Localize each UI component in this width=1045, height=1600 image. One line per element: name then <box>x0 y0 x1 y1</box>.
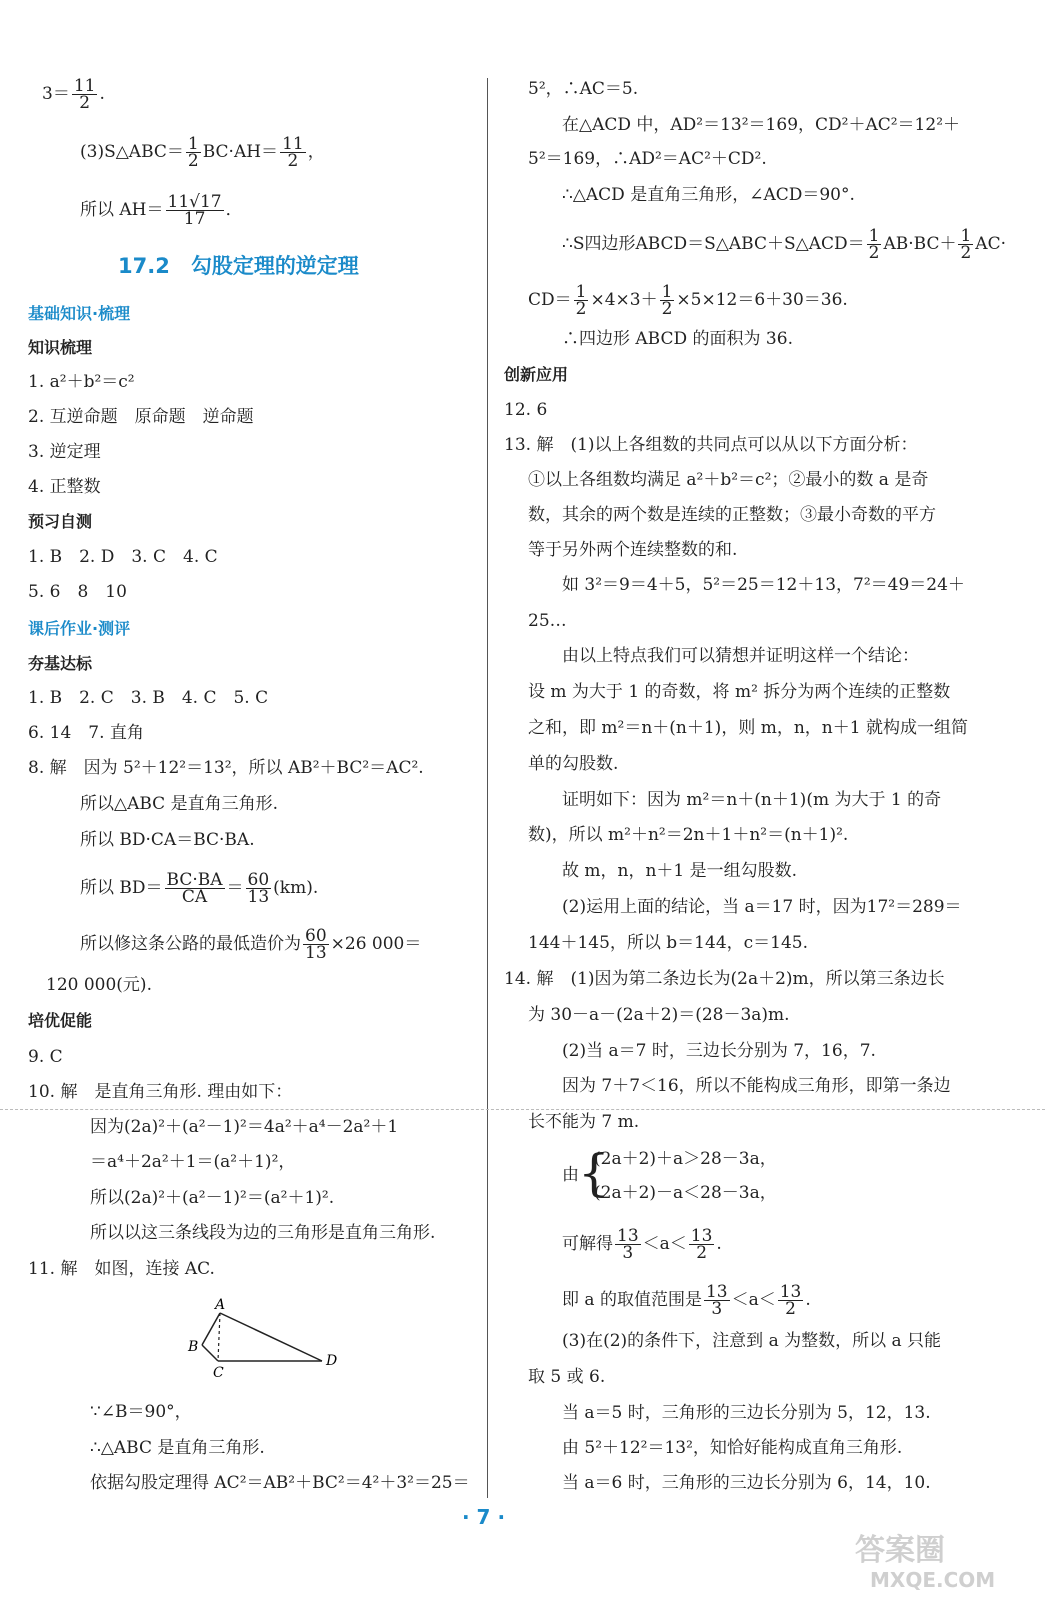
answer: 12. 6 <box>504 400 548 420</box>
page-number: · 7 · <box>462 1505 506 1529</box>
q11-line: 在△ACD 中，AD²＝13²＝169，CD²＋AC²＝12²＋ <box>562 115 961 135</box>
answer: 2. 互逆命题 原命题 逆命题 <box>28 407 254 427</box>
q10-line: ＝a⁴＋2a²＋1＝(a²＋1)²， <box>90 1152 296 1172</box>
q11-line: 11. 解 如图，连接 AC. <box>28 1259 215 1279</box>
q13-line: 单的勾股数. <box>528 754 619 774</box>
q14-line: (3)在(2)的条件下，注意到 a 为整数，所以 a 只能 <box>562 1331 942 1351</box>
q11-line: 5²＝169，∴AD²＝AC²＋CD². <box>528 149 767 169</box>
q14-line: 由 5²＋12²＝13²，知恰好能构成直角三角形. <box>562 1438 903 1458</box>
q14-line: 为 30－a－(2a＋2)＝(28－3a)m. <box>528 1005 790 1025</box>
watermark-url: MXQE.COM <box>870 1568 996 1592</box>
q13-line: ①以上各组数均满足 a²＋b²＝c²；②最小的数 a 是奇 <box>528 470 929 490</box>
answer: 5. 6 8 10 <box>28 582 127 602</box>
answer: 9. C <box>28 1047 63 1067</box>
q11-line: ∵∠B＝90°， <box>90 1402 192 1422</box>
q13-line: 证明如下：因为 m²＝n＋(n＋1)(m 为大于 1 的奇 <box>562 790 942 810</box>
heading-advanced: 培优促能 <box>28 1011 93 1030</box>
heading-homework: 课后作业·测评 <box>28 619 131 638</box>
q13-line: 设 m 为大于 1 的奇数，将 m² 拆分为两个连续的正整数 <box>528 682 951 702</box>
answer: 1. B 2. C 3. B 4. C 5. C <box>28 688 269 708</box>
q11-line: ∴△ACD 是直角三角形，∠ACD＝90°. <box>562 185 855 205</box>
q10-line: 因为(2a)²＋(a²－1)²＝4a²＋a⁴－2a²＋1 <box>90 1117 399 1137</box>
q14-line: 长不能为 7 m. <box>528 1112 640 1132</box>
q8-line: 所以 BD＝ $\frac{BC\cdot BA}{CA}$ ＝ $\frac{60}{13}$ (km). <box>80 870 319 907</box>
q14-line: 当 a＝5 时，三角形的三边长分别为 5，12，13. <box>562 1403 931 1423</box>
q13-line: 如 3²＝9＝4＋5，5²＝25＝12＋13，7²＝49＝24＋ <box>562 575 965 595</box>
answer: 1. B 2. D 3. C 4. C <box>28 547 218 567</box>
fig-label-B: B <box>188 1339 199 1355</box>
q13-line: (2)运用上面的结论，当 a＝17 时，因为17²＝289＝ <box>562 897 962 917</box>
heading-base: 夯基达标 <box>28 654 93 673</box>
q10-line: 所以(2a)²＋(a²－1)²＝(a²＋1)². <box>90 1188 335 1208</box>
q14-line: 因为 7＋7＜16，所以不能构成三角形，即第一条边 <box>562 1076 951 1096</box>
q13-line: 25… <box>528 611 567 631</box>
q11-line: ∴四边形 ABCD 的面积为 36. <box>562 329 793 349</box>
q14-line: 可解得 $\frac{13}{3}$ ＜a＜ $\frac{13}{2}$ . <box>562 1226 722 1263</box>
q13-line: 数，其余的两个数是连续的正整数；③最小奇数的平方 <box>528 505 936 525</box>
q13-line: 之和，即 m²＝n＋(n＋1)，则 m，n，n＋1 就构成一组简 <box>528 718 968 738</box>
section-title: 17.2 勾股定理的逆定理 <box>118 254 359 278</box>
q11-line: 5²，∴AC＝5. <box>528 79 639 99</box>
q10-line: 所以以这三条线段为边的三角形是直角三角形. <box>90 1223 436 1243</box>
q13-line: 故 m，n，n＋1 是一组勾股数. <box>562 861 798 881</box>
watermark-logo: 答案圈 <box>855 1533 945 1568</box>
q8-line: 所以修这条公路的最低造价为 $\frac{60}{13}$ ×26 000＝ <box>80 926 422 963</box>
q13-line: 等于另外两个连续整数的和. <box>528 540 738 560</box>
answer: 3. 逆定理 <box>28 442 101 462</box>
q8-line: 所以△ABC 是直角三角形. <box>80 794 278 814</box>
left-column <box>20 0 475 1600</box>
line: 3＝ $\frac{11}{2}$ . <box>42 76 105 113</box>
q14-line: 取 5 或 6. <box>528 1367 606 1387</box>
q11-line: ∴△ABC 是直角三角形. <box>90 1438 265 1458</box>
q13-line: 数)，所以 m²＋n²＝2n＋1＋n²＝(n＋1)². <box>528 825 849 845</box>
q13-line: 13. 解 (1)以上各组数的共同点可以从以下方面分析： <box>504 435 918 455</box>
heading-preview: 预习自测 <box>28 512 93 531</box>
line: 所以 AH＝ $\frac{11√17}{17}$ ． <box>80 192 243 229</box>
heading-innovation: 创新应用 <box>504 365 569 384</box>
q14-line: (2)当 a＝7 时，三边长分别为 7，16，7. <box>562 1041 876 1061</box>
q11-line: 依据勾股定理得 AC²＝AB²＋BC²＝4²＋3²＝25＝ <box>90 1473 470 1493</box>
line: (3)S△ABC＝ $\frac{1}{2}$ BC·AH＝ $\frac{11}{2}$ ， <box>80 134 325 171</box>
q11-line: ∴S四边形ABCD＝S△ABC＋S△ACD＝ $\frac{1}{2}$ AB·BC＋ $\frac{1}{2}$ AC· <box>562 226 1006 263</box>
fig-label-A: A <box>215 1297 226 1313</box>
answer: 1. a²＋b²＝c² <box>28 372 135 392</box>
heading-knowledge: 知识梳理 <box>28 338 93 357</box>
q14-line: 即 a 的取值范围是 $\frac{13}{3}$ ＜a＜ $\frac{13}{2}$ . <box>562 1282 811 1319</box>
answer: 6. 14 7. 直角 <box>28 723 144 743</box>
q8-line: 所以 BD·CA＝BC·BA. <box>80 830 255 850</box>
column-divider <box>487 78 488 1498</box>
q10-line: 10. 解 是直角三角形. 理由如下： <box>28 1082 293 1102</box>
q14-line: 14. 解 (1)因为第二条边长为(2a＋2)m，所以第三条边长 <box>504 969 945 989</box>
q8-line: 120 000(元). <box>46 975 152 995</box>
fig-label-C: C <box>213 1365 224 1380</box>
fig-label-D: D <box>326 1353 338 1369</box>
q8-line: 8. 解 因为 5²＋12²＝13²，所以 AB²＋BC²＝AC². <box>28 758 424 778</box>
triangle-figure <box>180 1295 350 1380</box>
right-column: 5²，∴AC＝5. 在△ACD 中，AD²＝13²＝169，CD²＋AC²＝12²＋ 5²＝169，∴AD²＝AC²＋CD². ∴△ACD 是直角三角形，∠ACD＝90°. ∴S四边形ABCD＝S△ABC＋S△ACD＝ $\frac{1}{2}$ AB·BC＋ $\frac{1}{2}$ AC· CD＝ $\frac{1}{2}$ ×4×3＋ $\frac{1}{2}$ ×5×12＝6＋30＝36. ∴四边形 ABCD 的面积为 36. 创新应用 12. 6 13. 解 (1)以上各组数的共同点可以从以下方面分析： ①以上各组数均满足 a²＋b²＝c²；②最小的数 a 是奇 数，其余的两个数是连续的正整数；③最小奇数的平方 等于另外两个连续整数的和. 如 3²＝9＝4＋5，5²＝25＝12＋13，7²＝49＝24＋ 25… 由以上特点我们可以猜想并证明这样一个结论： 设 m 为大于 1 的奇数，将 m² 拆分为两个连续的正整数 之和，即 m²＝n＋(n＋1)，则 m，n，n＋1 就构成一组简 单的勾股数. 证明如下：因为 m²＝n＋(n＋1)(m 为大于 1 的奇 数)，所以 m²＋n²＝2n＋1＋n²＝(n＋1)². 故 m，n，n＋1 是一组勾股数. (2)运用上面的结论，当 a＝17 时，因为17²＝289＝ 144＋145，所以 b＝144，c＝145. 14. 解 (1)因为第二条边长为(2a＋2)m，所以第三条边长 为 30－a－(2a＋2)＝(28－3a)m. (2)当 a＝7 时，三边长分别为 7，16，7. 因为 7＋7＜16，所以不能构成三角形，即第一条边 长不能为 7 m. 由 { (2a＋2)＋a＞28－3a， (2a＋2)－a＜28－3a， 可解得 $\frac{13}{3}$ ＜a＜ $\frac{13}{2}$ . 即 a 的取值范围是 $\frac{13}{3}$ ＜a＜ $\frac{13}{2}$ . (3)在(2)的条件下，注意到 a 为整数，所以 a 只能 取 5 或 6. 当 a＝5 时，三角形的三边长分别为 5，12，13. 由 5²＋12²＝13²，知恰好能构成直角三角形. 当 a＝6 时，三角形的三边长分别为 6，14，10. <box>504 79 1006 1493</box>
q13-line: 由以上特点我们可以猜想并证明这样一个结论： <box>562 646 919 666</box>
q14-line: 当 a＝6 时，三角形的三边长分别为 6，14，10. <box>562 1473 931 1493</box>
q11-line: CD＝ $\frac{1}{2}$ ×4×3＋ $\frac{1}{2}$ ×5×12＝6＋30＝36. <box>528 282 848 319</box>
q13-line: 144＋145，所以 b＝144，c＝145. <box>528 933 809 953</box>
heading-basic: 基础知识·梳理 <box>28 304 131 323</box>
answer: 4. 正整数 <box>28 477 101 497</box>
